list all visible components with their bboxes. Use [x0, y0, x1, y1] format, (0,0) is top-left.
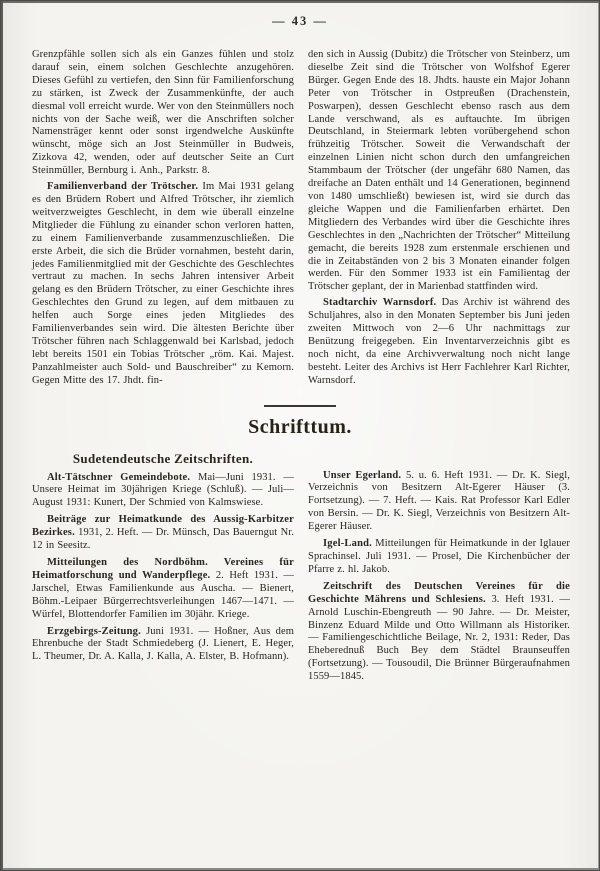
- journal-entry-body: 5. u. 6. Heft 1931. — Dr. K. Siegl, Verzeichnis von Besitzern Alt-Egerer Häuser (3. Fortsetzung). — 7. Heft. — Kais. Rat Professor Karl Edler von Bersin. — Dr. K. Siegl, Verzeichnis von Besitzern Alt-Egerer Häuser.: [308, 469, 571, 533]
- journal-entry-lead: Beiträge zur Heimatkunde des Aussig-Karbitzer Bezirkes.: [32, 514, 294, 539]
- journal-entry-body: Mitteilungen für Heimatkunde in der Iglauer Sprachinsel. Juli 1931. — Prosel, Die Kirchenbücher der Pfarre z. hl. Jakob.: [308, 538, 570, 575]
- journal-entry: [32, 557, 294, 622]
- zeitschriften-heading: Sudetendeutsche Zeitschriften.: [72, 450, 254, 466]
- troetscher-continuation-paragraph: den sich in Aussig (Dubitz) die Trötscher von Steinberz, um dieselbe Zeit sind die Trötscher von Wolfshof Egerer Bürger. Gegen Ende des 18. Jhdts. hauste ein Major Johann Peter von Trötscher in Ostpreußen (Drachenstein, Poswarpen), dessen Geschlecht ebenso rasch aus dem Lande verschwand, als es auftauchte. Im übrigen Deutschland, in Steiermark lebten vorübergehend schon frühzeitig Trötscher. Soweit die Verwandschaft der einzelnen Linien nicht schon durch den umfangreichen Stammbaum der Trötscher (der ungefähr 680 Namen, das dreifache an Daten enthält und 14 Generationen, beginnend von 1480 umschließt) bewiesen ist, wird sie durch das gleiche Wappen und die Familienfarben erhärtet. Den Mitgliedern des Verbandes wird über die Geschichte ihres Geschlechtes in den „Nachrichten der Trötscher“ Mitteilung gemacht, die bereits 1928 zum erstenmale erschienen und die in Zeitabständen von 2 bis 3 Monaten einander folgen werden. Für den Sommer 1933 ist ein Familientag der Trötscher geplant, der in Marienbad stattfinden wird.: [308, 49, 570, 293]
- journal-entry-lead: Unser Egerland.: [323, 469, 402, 481]
- article-troetscher-lead: Familienverband der Trötscher.: [47, 181, 199, 193]
- section-divider: [264, 405, 336, 407]
- journal-entry: [308, 470, 570, 535]
- steinmueller-continuation-paragraph: Grenzpfähle sollen sich als ein Ganzes fühlen und stolz darauf sein, einem solchen Geschlechte anzugehören. Dieses Gefühl zu vertiefen, den Sinn für Familienforschung zu stärken, ist Zweck der Zusammenkünfte, der auch diesmal voll erreicht wurde. Wer von den Steinmüllers noch nichts von der Sache weiß, wer die Anschriften solcher Namensträger kennt oder sonst irgendwelche Auskünfte wünscht, möge sich an Jost Steinmüller in Budweis, Zizkova 42, wenden, oder auf deutscher Seite an Curt Steinmüller, Bernburg i. Anh., Parkstr. 8.: [32, 49, 294, 177]
- journal-entry: [308, 581, 570, 684]
- schrifttum-right-column: [308, 451, 570, 685]
- journal-entry-body: 2. Heft 1931. — Jarschel, Etwas Familienkunde aus Auscha. — Bienert, Böhm.-Leipaer Bürgerrechtsverleihungen 1467—1471. — Würfel, Blottendorfer Familien im 30jähr. Kriege.: [32, 569, 294, 620]
- article-warnsdorf-body: Das Archiv ist während des Schuljahres, also in den Monaten September bis Juni jeden zweiten Mittwoch von 2—6 Uhr nachmittags zur Benützung freigegeben. Ein Inventarverzeichnis gibt es noch nicht, da eine Archivverwaltung noch nicht lange besteht. Leiter des Archivs ist Herr Fachlehrer Karl Richter, Warnsdorf.: [308, 297, 570, 386]
- journal-entry: [308, 538, 570, 577]
- article-troetscher-body: Im Mai 1931 gelang es den Brüdern Robert und Alfred Trötscher, ihr ziemlich weitverzweigtes Geschlecht, in dem wie überall einzelne Mitglieder die Fühlung zu einander schon verloren hatten, zu einem Familienverbande zusammenzuschließen. Die erste Arbeit, die sich die Brüder vornahmen, besteht darin, jedes Familienmitglied mit der Geschichte des Geschlechtes vertraut zu machen. In sechs Jahren intensiver Arbeit gelang es den Brüdern Trötscher, zu einer Geschichte ihres Geschlechtes den Grund zu legen, auf dem mitbauen zu helfen auch Sorge eines jeden Mitgliedes des Familienverbandes sein wird. Die ältesten Berichte über Trötscher führen nach Schlaggenwald bei Karlsbad, jedoch lebt bereits 1501 ein Tobias Trötscher „röm. Kai. Majest. Panzahlmeister auch Sold- und Bauschreiber“ zu Kemorn. Gegen Mitte des 17. Jhdt. fin-: [32, 181, 294, 386]
- article-warnsdorf: [308, 297, 570, 387]
- upper-right-column: [308, 49, 570, 388]
- journal-entry: [32, 626, 294, 665]
- journal-entry-lead: Zeitschrift des Deutschen Vereines für die Geschichte Mährens und Schlesiens.: [308, 580, 570, 605]
- article-warnsdorf-lead: Stadtarchiv Warnsdorf.: [323, 297, 437, 309]
- journal-entry-lead: Mitteilungen des Nordböhm. Vereines für Heimatforschung und Wanderpflege.: [32, 557, 294, 581]
- journal-entry-body: 1931, 2. Heft. — Dr. Münsch, Das Bauerngut Nr. 12 in Seesitz.: [32, 527, 295, 552]
- page-number: — 43 —: [272, 14, 328, 28]
- journal-entry: [32, 514, 294, 553]
- journal-entry-lead: Erzgebirgs-Zeitung.: [47, 625, 141, 637]
- journal-entry-lead: Alt-Tätschner Gemeindebote.: [47, 471, 191, 483]
- journal-entry-body: 3. Heft 1931. — Arnold Luschin-Ebengreuth — 90 Jahre. — Dr. Meister, Binzenz Eduard Milde und Otto Willmann als Historiker. — Familiengeschichtliche Beilage, Nr. 2, 1931: Reder, Das Eheberednuß Buch Bey dem Städtel Braunseuffen (Fortsetzung). — Tousoudil, Die Brünner Bürgeraufnahmen 1559—1845.: [308, 593, 570, 683]
- journal-entry-body: Mai—Juni 1931. — Unsere Heimat im 30jährigen Kriege (Schluß). — Juli—August 1931: Kunert, Der Schmied von Kalmswiese.: [32, 471, 294, 509]
- upper-left-column: [32, 49, 294, 388]
- upper-section: [1, 49, 599, 388]
- journal-entry-lead: Igel-Land.: [323, 538, 372, 550]
- journal-entry-body: Juni 1931. — Hoßner, Aus dem Ehrenbuche der Stadt Schmiedeberg (J. Lienert, E. Heger, L. Theumer, Dr. A. Kalla, J. Kalla, A. Elster, B. Hofmann).: [32, 625, 294, 663]
- schrifttum-section: [1, 451, 599, 685]
- article-troetscher: [32, 181, 294, 388]
- schrifttum-left-column: [32, 451, 294, 685]
- schrifttum-title: Schrifttum.: [248, 415, 352, 438]
- journal-entry: [32, 472, 294, 511]
